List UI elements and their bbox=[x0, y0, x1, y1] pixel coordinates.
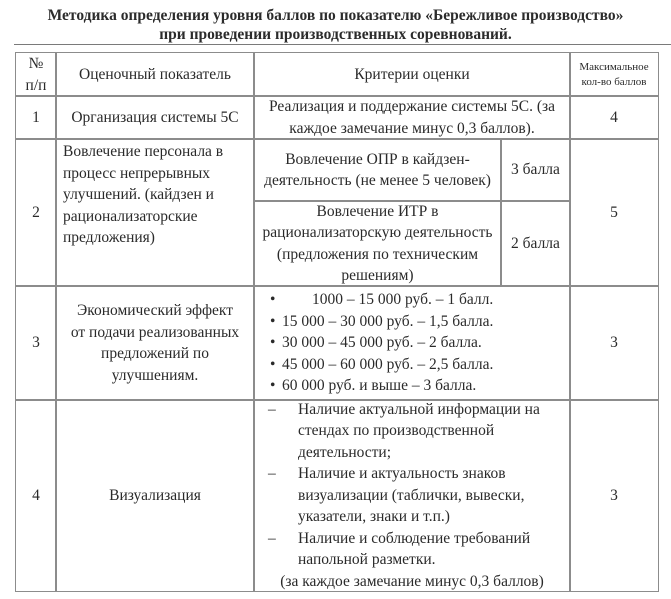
row-4-indicator bbox=[55, 399, 255, 592]
dash-icon: – bbox=[268, 465, 276, 483]
row-3-criteria bbox=[253, 285, 571, 401]
row-2-indicator-text: Вовлечение персонала в процесс непрерывных улучшений. (кайдзен и рационализаторские предложения) bbox=[63, 143, 224, 246]
row-2-sub-2-points bbox=[500, 200, 571, 287]
header-num bbox=[15, 52, 57, 97]
row-3-max-text: 3 bbox=[610, 334, 618, 352]
row-1-indicator bbox=[55, 95, 255, 140]
criteria-item: – Наличие актуальной информации на стендах по производственной деятельности; bbox=[268, 400, 540, 461]
row-4-num-text: 4 bbox=[32, 486, 40, 504]
document-title-line-2: при проведении производственных соревнований. bbox=[159, 26, 512, 43]
bullet-icon: • bbox=[270, 291, 276, 309]
criteria-item: • 60 000 руб. и выше – 3 балла. bbox=[258, 375, 493, 397]
row-2-sub-1-points bbox=[500, 138, 571, 202]
row-1-criteria bbox=[253, 95, 571, 140]
criteria-item: • 15 000 – 30 000 руб. – 1,5 балла. bbox=[258, 311, 493, 333]
row-1-criteria-text: Реализация и поддержание системы 5С. (за каждое замечание минус 0,3 баллов). bbox=[268, 98, 556, 137]
header-indicator bbox=[55, 52, 255, 97]
header-indicator-label: Оценочный показатель bbox=[79, 65, 231, 83]
criteria-item: – Наличие и соблюдение требований напольной разметки. bbox=[268, 529, 531, 569]
bullet-icon: • bbox=[270, 377, 276, 395]
dash-icon: – bbox=[268, 529, 276, 547]
row-2-num-text: 2 bbox=[32, 203, 40, 221]
row-3-indicator-text: Экономический эффект от подачи реализованных предложений по улучшениям. bbox=[70, 302, 240, 384]
row-2-indicator bbox=[55, 138, 255, 287]
row-2-num bbox=[15, 138, 57, 287]
criteria-item: • 1000 – 15 000 руб. – 1 балл. bbox=[258, 289, 493, 311]
row-2-max-text: 5 bbox=[610, 203, 618, 221]
row-4-num bbox=[15, 399, 57, 592]
row-1-max bbox=[569, 95, 659, 140]
row-4-criteria-note: (за каждое замечание минус 0,3 баллов) bbox=[280, 572, 544, 590]
header-criteria bbox=[253, 52, 571, 97]
header-max bbox=[569, 52, 659, 97]
row-2-max bbox=[569, 138, 659, 287]
row-2-sub-1-criteria-text: Вовлечение ОПР в кайдзен-деятельность (не менее 5 человек) bbox=[264, 150, 491, 189]
row-4-criteria bbox=[253, 399, 571, 592]
scoring-table bbox=[15, 52, 659, 592]
document-title-line-1: Методика определения уровня баллов по показателю «Бережливое производство» bbox=[47, 7, 624, 24]
criteria-item: • 45 000 – 60 000 руб. – 2,5 балла. bbox=[258, 354, 493, 376]
bullet-icon: • bbox=[270, 355, 276, 373]
row-1-num-text: 1 bbox=[32, 108, 40, 126]
row-2-sub-2-criteria-text: Вовлечение ИТР в рационализаторскую деятельность (предложения по техническим решениям) bbox=[262, 202, 493, 284]
row-4-criteria-list bbox=[258, 399, 566, 571]
row-3-max bbox=[569, 285, 659, 401]
row-3-indicator bbox=[55, 285, 255, 401]
row-2-sub-1-criteria bbox=[253, 138, 502, 202]
bullet-icon: • bbox=[270, 334, 276, 352]
title-divider bbox=[14, 44, 671, 45]
row-3-num bbox=[15, 285, 57, 401]
row-4-max-text: 3 bbox=[610, 486, 618, 504]
row-2-sub-2-points-text: 2 балла bbox=[511, 234, 560, 252]
row-3-criteria-list bbox=[258, 289, 493, 397]
row-1-indicator-text: Организация системы 5С bbox=[71, 108, 239, 126]
criteria-item: • 30 000 – 45 000 руб. – 2 балла. bbox=[258, 332, 493, 354]
dash-icon: – bbox=[268, 400, 276, 418]
header-num-label: № п/п bbox=[25, 55, 47, 94]
row-4-max bbox=[569, 399, 659, 592]
header-criteria-label: Критерии оценки bbox=[354, 65, 470, 83]
row-2-sub-1-points-text: 3 балла bbox=[511, 161, 560, 179]
header-max-label: Максимальное кол-во баллов bbox=[579, 60, 649, 88]
row-3-num-text: 3 bbox=[32, 334, 40, 352]
bullet-icon: • bbox=[270, 312, 276, 330]
row-1-max-text: 4 bbox=[610, 108, 618, 126]
row-4-indicator-text: Визуализация bbox=[109, 486, 201, 504]
row-1-num bbox=[15, 95, 57, 140]
row-2-sub-2-criteria bbox=[253, 200, 502, 287]
criteria-item: – Наличие и актуальность знаков визуализации (таблички, вывески, указатели, знаки и т.п.) bbox=[268, 465, 525, 526]
